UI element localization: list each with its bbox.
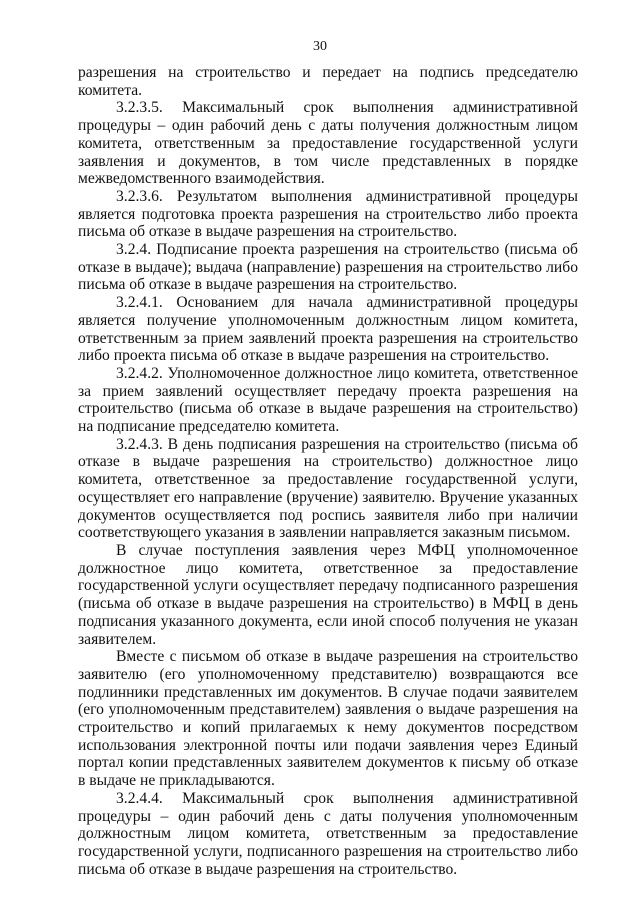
paragraph-3-2-4-4: 3.2.4.4. Максимальный срок выполнения административной процедуры – один рабочий день с даты получения уполномоченным должностным лицом комитета, ответственным за предоставление государственной услуги, подписанного разрешения на строительство либо письма об отказе в выдаче разрешения на строительство. — [78, 789, 578, 878]
paragraph-3-2-4: 3.2.4. Подписание проекта разрешения на строительство (письма об отказе в выдаче); выдача (направление) разрешения на строительство либо письма об отказе в выдаче разрешения на строительство. — [78, 241, 578, 294]
paragraph-3-2-4-3: 3.2.4.3. В день подписания разрешения на строительство (письма об отказе в выдаче разрешения на строительство) должностное лицо комитета, ответственное за предоставление государственной услуги, осуществляет его направление (вручение) заявителю. Вручение указанных документов осуществляется под роспись заявителя либо при наличии соответствующего указания в заявлении направляется заказным письмом. — [78, 435, 578, 542]
document-body — [78, 64, 578, 878]
paragraph-continuation: разрешения на строительство и передает на подпись председателю комитета. — [78, 64, 578, 99]
paragraph-3-2-4-2: 3.2.4.2. Уполномоченное должностное лицо комитета, ответственное за прием заявлений осуществляет передачу проекта разрешения на строительство (письма об отказе в выдаче разрешения на строительство) на подписание председателю комитета. — [78, 364, 578, 436]
paragraph-3-2-3-5: 3.2.3.5. Максимальный срок выполнения административной процедуры – один рабочий день с даты получения должностным лицом комитета, ответственным за предоставление государственной услуги заявления и документов, в том числе представленных в порядке межведомственного взаимодействия. — [78, 99, 578, 188]
paragraph-3-2-3-6: 3.2.3.6. Результатом выполнения административной процедуры является подготовка проекта разрешения на строительство либо проекта письма об отказе в выдаче разрешения на строительство. — [78, 187, 578, 241]
paragraph-mfc: В случае поступления заявления через МФЦ уполномоченное должностное лицо комитета, ответственное за предоставление государственной услуги осуществляет передачу подписанного разрешения (письма об отказе в выдаче разрешения на строительство) в МФЦ в день подписания указанного документа, если иной способ получения не указан заявителем. — [78, 541, 578, 648]
page-number: 30 — [313, 39, 327, 54]
paragraph-return-documents: Вместе с письмом об отказе в выдаче разрешения на строительство заявителю (его уполномоченному представителю) возвращаются все подлинники представленных им документов. В случае подачи заявителем (его уполномоченным представителем) заявления о выдаче разрешения на строительство и копий прилагаемых к нему документов посредством использования электронной почты или подачи заявления через Единый портал копии представленных заявителем документов к письму об отказе в выдаче не прикладываются. — [78, 648, 578, 790]
paragraph-3-2-4-1: 3.2.4.1. Основанием для начала административной процедуры является получение уполномоченным должностным лицом комитета, ответственным за прием заявлений проекта разрешения на строительство либо проекта письма об отказе в выдаче разрешения на строительство. — [78, 294, 578, 365]
